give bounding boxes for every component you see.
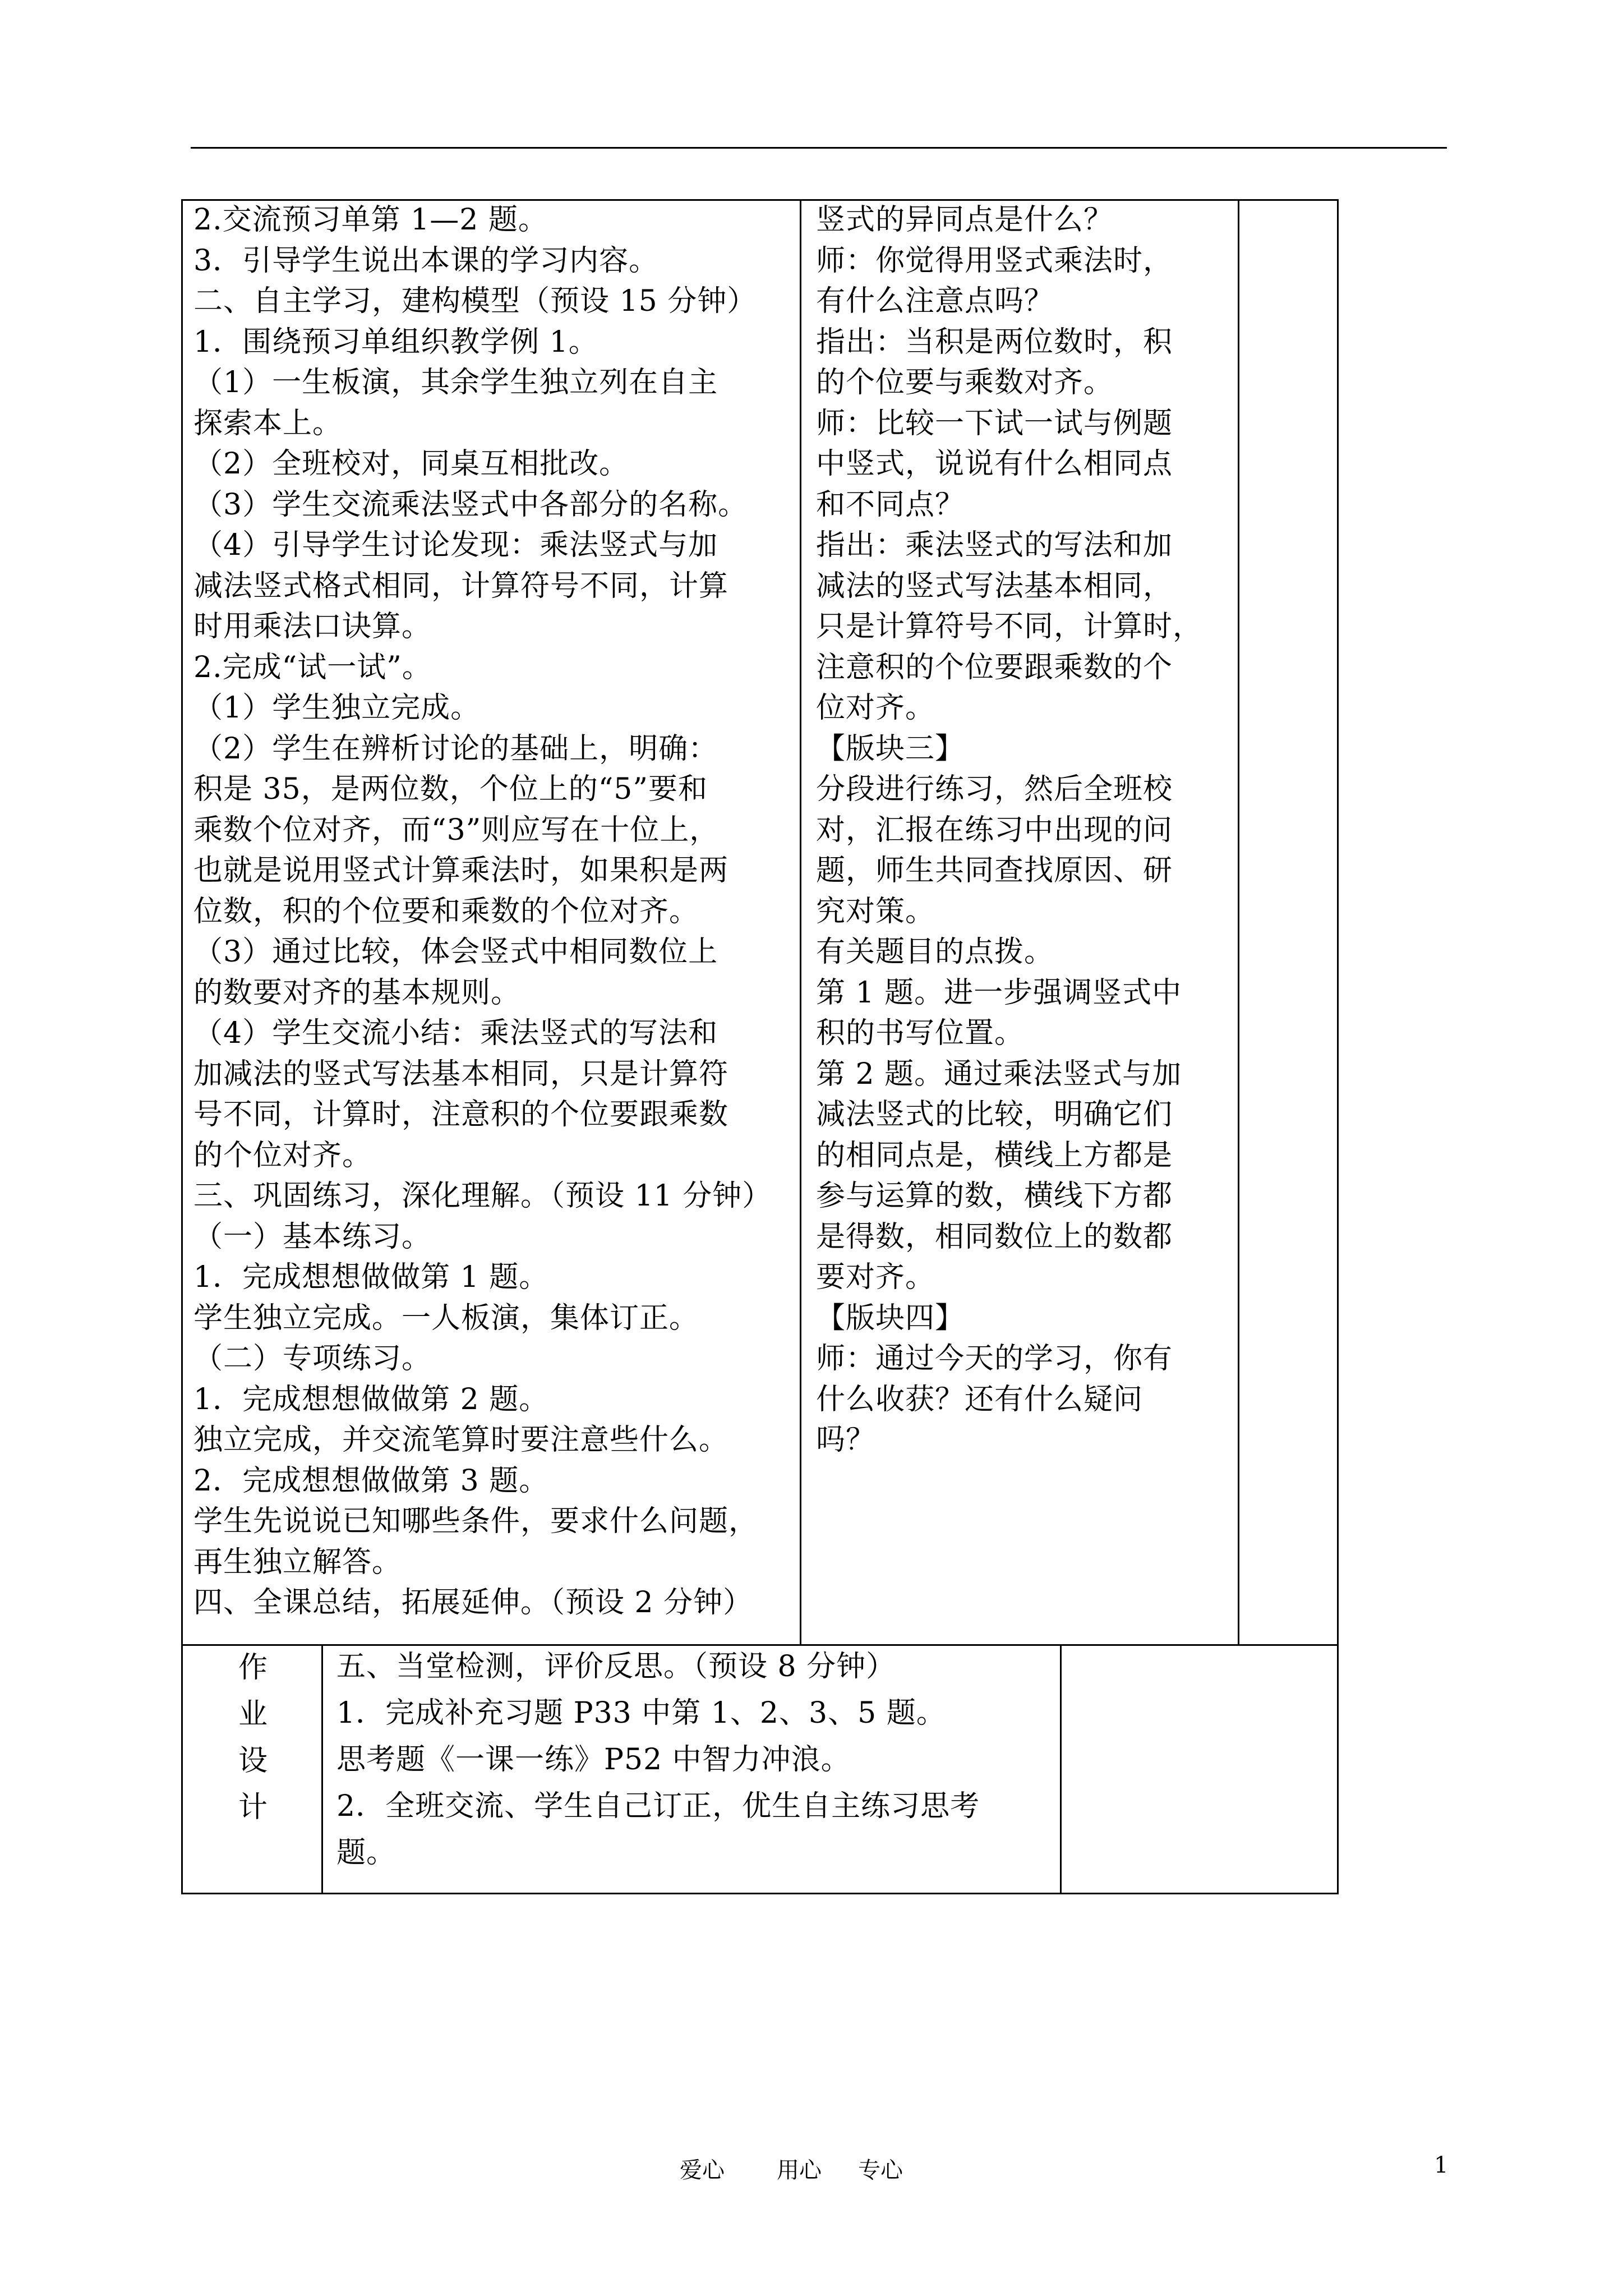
teaching-step-line: 号不同，计算时，注意积的个位要跟乘数 <box>193 1098 729 1131</box>
teaching-step-line: 位数，积的个位要和乘数的个位对齐。 <box>193 894 699 928</box>
teaching-step-line: 二、自主学习，建构模型（预设 15 分钟） <box>193 284 757 318</box>
teaching-step-line: （4）引导学生讨论发现：乘法竖式与加 <box>193 528 718 562</box>
teacher-guidance-column <box>816 200 1234 1644</box>
guidance-line: 减法的竖式写法基本相同， <box>816 569 1173 603</box>
teaching-step-line: 的个位对齐。 <box>193 1138 372 1172</box>
footer-motto-3: 专心 <box>858 2157 903 2183</box>
homework-content <box>336 1646 1057 1892</box>
guidance-line: 题，师生共同查找原因、研 <box>816 854 1173 887</box>
teaching-step-line: 再生独立解答。 <box>193 1545 402 1579</box>
homework-label-char: 作 <box>238 1651 268 1685</box>
guidance-line: 注意积的个位要跟乘数的个 <box>816 650 1173 684</box>
homework-line: 1．完成补充习题 P33 中第 1、2、3、5 题。 <box>336 1696 946 1730</box>
teaching-step-line: 独立完成，并交流笔算时要注意些什么。 <box>193 1423 729 1457</box>
teaching-step-line: （1）一生板演，其余学生独立列在自主 <box>193 366 718 399</box>
homework-label-char: 业 <box>238 1697 268 1731</box>
guidance-line: 位对齐。 <box>816 691 935 725</box>
guidance-line: 要对齐。 <box>816 1260 935 1294</box>
guidance-line: 分段进行练习，然后全班校 <box>816 772 1173 806</box>
guidance-line: 师：通过今天的学习，你有 <box>816 1342 1173 1375</box>
guidance-line: 减法竖式的比较，明确它们 <box>816 1098 1173 1131</box>
teaching-step-line: 乘数个位对齐，而“3”则应写在十位上， <box>193 813 720 847</box>
homework-label-divider <box>321 1644 323 1893</box>
guidance-line: 师：比较一下试一试与例题 <box>816 406 1173 440</box>
teaching-step-line: 1．围绕预习单组织教学例 1。 <box>193 325 598 359</box>
guidance-line: 的相同点是，横线上方都是 <box>816 1138 1173 1172</box>
teaching-step-line: （2）学生在辨析讨论的基础上，明确： <box>193 731 718 766</box>
homework-label-char: 设 <box>238 1744 268 1778</box>
teaching-step-line: 1．完成想想做做第 1 题。 <box>193 1260 549 1294</box>
homework-label-char: 计 <box>238 1791 268 1824</box>
guidance-line: 的个位要与乘数对齐。 <box>816 366 1114 399</box>
table-border-left <box>181 199 183 1893</box>
homework-line: 思考题《一课一练》P52 中智力冲浪。 <box>336 1743 851 1777</box>
guidance-line: 【版块四】 <box>816 1301 965 1335</box>
teaching-step-line: （4）学生交流小结：乘法竖式的写法和 <box>193 1016 718 1050</box>
guidance-line: 师：你觉得用竖式乘法时， <box>816 243 1173 278</box>
notes-column <box>1239 200 1336 1644</box>
column-divider-1 <box>800 199 801 1645</box>
guidance-line: 究对策。 <box>816 894 935 928</box>
teaching-step-line: 加减法的竖式写法基本相同，只是计算符 <box>193 1057 729 1091</box>
guidance-line: 是得数，相同数位上的数都 <box>816 1220 1173 1254</box>
guidance-line: 什么收获？还有什么疑问 <box>816 1382 1144 1416</box>
guidance-line: 对，汇报在练习中出现的问 <box>816 813 1173 847</box>
guidance-line: 参与运算的数，横线下方都 <box>816 1179 1173 1213</box>
teaching-step-line: （3）学生交流乘法竖式中各部分的名称。 <box>193 487 748 522</box>
guidance-line: 和不同点？ <box>816 487 965 522</box>
table-border-right <box>1337 199 1339 1893</box>
guidance-line: 中竖式，说说有什么相同点 <box>816 447 1173 481</box>
teaching-step-line: 三、巩固练习，深化理解。（预设 11 分钟） <box>193 1179 772 1213</box>
teaching-steps-column <box>193 200 796 1644</box>
teaching-step-line: （3）通过比较，体会竖式中相同数位上 <box>193 935 718 969</box>
teaching-step-line: 2.交流预习单第 1—2 题。 <box>193 203 548 237</box>
teaching-step-line: 探索本上。 <box>193 406 343 440</box>
guidance-line: 【版块三】 <box>816 731 965 766</box>
teaching-step-line: 2.完成“试一试”。 <box>193 650 432 684</box>
teaching-step-line: 学生独立完成。一人板演，集体订正。 <box>193 1301 699 1335</box>
teaching-step-line: 四、全课总结，拓展延伸。（预设 2 分钟） <box>193 1586 753 1619</box>
homework-line: 五、当堂检测，评价反思。（预设 8 分钟） <box>336 1650 896 1683</box>
homework-notes-cell <box>1062 1646 1336 1892</box>
header-rule <box>191 147 1447 149</box>
teaching-step-line: （一）基本练习。 <box>193 1220 432 1254</box>
teaching-step-line: 3．引导学生说出本课的学习内容。 <box>193 243 659 278</box>
footer-motto-2: 用心 <box>777 2157 822 2183</box>
table-border-mid <box>181 1644 1339 1646</box>
footer-motto-1: 爱心 <box>680 2157 725 2183</box>
teaching-step-line: 的数要对齐的基本规则。 <box>193 976 521 1010</box>
homework-label <box>183 1646 321 1892</box>
guidance-line: 指出：当积是两位数时，积 <box>816 325 1173 359</box>
table-border-bottom <box>181 1893 1339 1894</box>
guidance-line: 有什么注意点吗？ <box>816 284 1054 318</box>
teaching-step-line: 减法竖式格式相同，计算符号不同，计算 <box>193 569 729 603</box>
homework-line: 2．全班交流、学生自己订正，优生自主练习思考 <box>336 1789 980 1823</box>
guidance-line: 竖式的异同点是什么？ <box>816 203 1114 237</box>
guidance-line: 指出：乘法竖式的写法和加 <box>816 528 1173 562</box>
guidance-line: 只是计算符号不同，计算时， <box>816 610 1203 643</box>
teaching-step-line: （二）专项练习。 <box>193 1342 432 1375</box>
guidance-line: 第 1 题。进一步强调竖式中 <box>816 976 1182 1010</box>
teaching-step-line: （2）全班校对，同桌互相批改。 <box>193 447 629 481</box>
teaching-step-line: 也就是说用竖式计算乘法时，如果积是两 <box>193 854 729 887</box>
teaching-step-line: 2．完成想想做做第 3 题。 <box>193 1464 549 1498</box>
teaching-step-line: 学生先说说已知哪些条件，要求什么问题， <box>193 1504 759 1538</box>
guidance-line: 积的书写位置。 <box>816 1016 1025 1050</box>
teaching-step-line: 1．完成想想做做第 2 题。 <box>193 1382 549 1416</box>
guidance-line: 有关题目的点拨。 <box>816 935 1054 969</box>
teaching-step-line: 积是 35，是两位数，个位上的“5”要和 <box>193 772 708 806</box>
homework-line: 题。 <box>336 1836 396 1870</box>
guidance-line: 吗？ <box>816 1423 876 1457</box>
guidance-line: 第 2 题。通过乘法竖式与加 <box>816 1057 1182 1091</box>
teaching-step-line: （1）学生独立完成。 <box>193 691 481 725</box>
teaching-step-line: 时用乘法口诀算。 <box>193 610 432 643</box>
page-number: 1 <box>1434 2152 1449 2178</box>
